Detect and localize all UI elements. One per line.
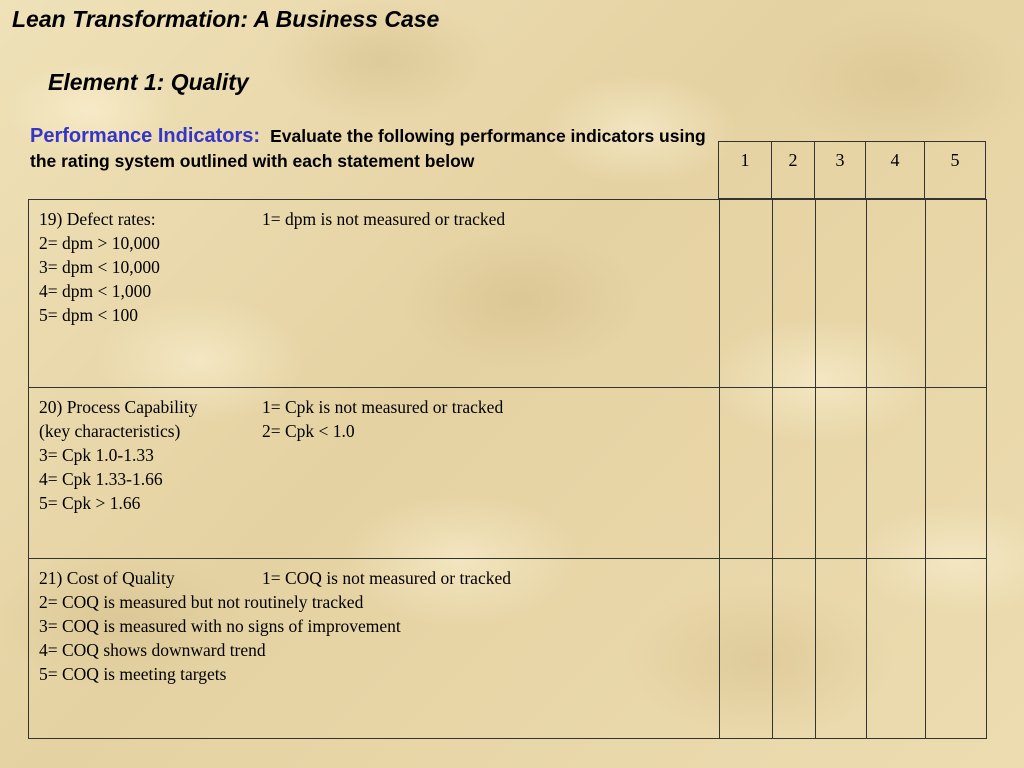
rating-header-4: 4 bbox=[866, 142, 925, 199]
criteria-line bbox=[39, 303, 709, 327]
slide-subtitle: Element 1: Quality bbox=[48, 69, 249, 95]
rating-scale-header bbox=[718, 141, 986, 199]
criteria-line bbox=[39, 255, 709, 279]
criteria-line bbox=[39, 395, 709, 419]
rating-cell-5[interactable] bbox=[926, 200, 987, 388]
rating-header-5: 5 bbox=[925, 142, 986, 199]
criteria-text: 21) Cost of Quality bbox=[39, 568, 175, 588]
rating-cell-5[interactable] bbox=[926, 559, 987, 739]
rating-cell-1[interactable] bbox=[720, 388, 773, 559]
rating-cell-2[interactable] bbox=[773, 559, 816, 739]
indicator-description bbox=[29, 200, 720, 388]
criteria-line bbox=[39, 207, 709, 231]
criteria-line bbox=[39, 231, 709, 255]
rating-cell-5[interactable] bbox=[926, 388, 987, 559]
rating-cell-3[interactable] bbox=[816, 200, 867, 388]
criteria-rating-1: 1= dpm is not measured or tracked bbox=[262, 209, 506, 229]
indicators-table bbox=[28, 199, 987, 739]
criteria-text: 19) Defect rates: bbox=[39, 209, 156, 229]
rating-cell-3[interactable] bbox=[816, 388, 867, 559]
rating-cell-4[interactable] bbox=[867, 200, 926, 388]
criteria-text: 3= dpm < 10,000 bbox=[39, 257, 160, 277]
criteria-line bbox=[39, 566, 709, 590]
rating-cell-2[interactable] bbox=[773, 200, 816, 388]
criteria-text: 2= COQ is measured but not routinely tracked bbox=[39, 592, 364, 612]
criteria-text: 4= COQ shows downward trend bbox=[39, 640, 266, 660]
rating-cell-2[interactable] bbox=[773, 388, 816, 559]
rating-header-2: 2 bbox=[772, 142, 815, 199]
criteria-text: 20) Process Capability bbox=[39, 397, 198, 417]
criteria-line bbox=[39, 662, 709, 686]
performance-indicators-intro bbox=[30, 124, 720, 174]
performance-indicators-label: Performance Indicators: bbox=[30, 125, 261, 147]
criteria-rating-1: 2= Cpk < 1.0 bbox=[262, 421, 355, 441]
rating-cell-3[interactable] bbox=[816, 559, 867, 739]
criteria-text: 3= Cpk 1.0-1.33 bbox=[39, 445, 154, 465]
criteria-line bbox=[39, 614, 709, 638]
criteria-text: 5= Cpk > 1.66 bbox=[39, 493, 141, 513]
criteria-text: 4= Cpk 1.33-1.66 bbox=[39, 469, 163, 489]
rating-header-3: 3 bbox=[815, 142, 866, 199]
criteria-text: 3= COQ is measured with no signs of improvement bbox=[39, 616, 401, 636]
criteria-text: (key characteristics) bbox=[39, 421, 181, 441]
criteria-line bbox=[39, 279, 709, 303]
criteria-rating-1: 1= Cpk is not measured or tracked bbox=[262, 397, 504, 417]
criteria-text: 4= dpm < 1,000 bbox=[39, 281, 152, 301]
criteria-text: 5= COQ is meeting targets bbox=[39, 664, 227, 684]
instructions-text: Evaluate the following performance indicators using the rating system outlined with each statement below bbox=[30, 126, 706, 171]
indicator-description bbox=[29, 559, 720, 739]
indicator-row bbox=[29, 559, 987, 739]
criteria-rating-1: 1= COQ is not measured or tracked bbox=[262, 568, 511, 588]
rating-header-1: 1 bbox=[719, 142, 772, 199]
rating-cell-1[interactable] bbox=[720, 200, 773, 388]
indicator-row bbox=[29, 388, 987, 559]
criteria-line bbox=[39, 590, 709, 614]
criteria-line bbox=[39, 638, 709, 662]
indicator-description bbox=[29, 388, 720, 559]
criteria-text: 5= dpm < 100 bbox=[39, 305, 138, 325]
criteria-line bbox=[39, 419, 709, 443]
rating-cell-4[interactable] bbox=[867, 559, 926, 739]
criteria-line bbox=[39, 467, 709, 491]
rating-cell-1[interactable] bbox=[720, 559, 773, 739]
slide-title: Lean Transformation: A Business Case bbox=[12, 6, 440, 32]
criteria-text: 2= dpm > 10,000 bbox=[39, 233, 160, 253]
criteria-line bbox=[39, 443, 709, 467]
criteria-line bbox=[39, 491, 709, 515]
rating-cell-4[interactable] bbox=[867, 388, 926, 559]
indicator-row bbox=[29, 200, 987, 388]
